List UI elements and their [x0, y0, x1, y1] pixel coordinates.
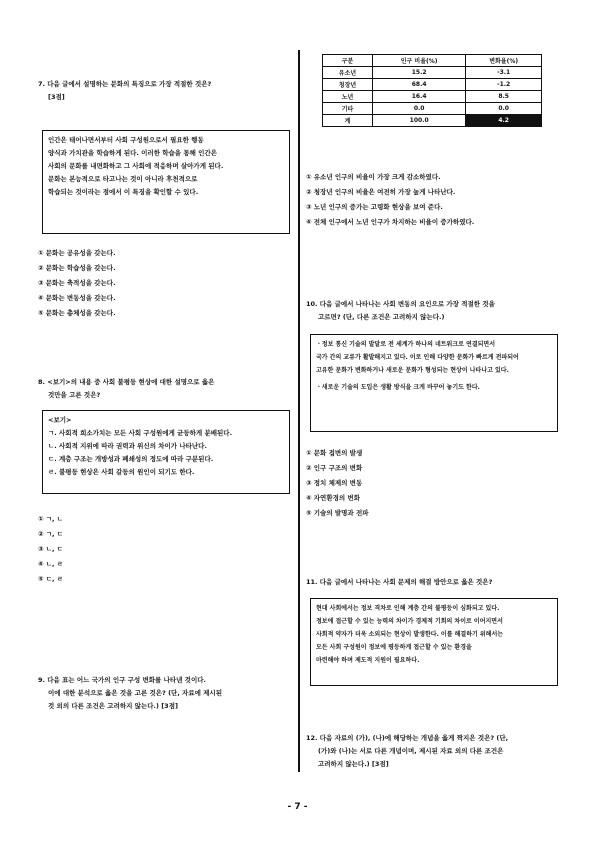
choice[interactable]: ④ ㄴ, ㄹ [38, 560, 64, 568]
choice[interactable]: ① 유소년 인구의 비율이 가장 크게 감소하였다. [306, 173, 441, 181]
choice[interactable]: ① ㄱ, ㄴ [38, 515, 64, 523]
table-row: 청장년 68.4 -1.2 [323, 79, 542, 91]
table-header-cell: 인구 비율(%) [373, 55, 466, 67]
question-number: 10. [306, 300, 318, 308]
question-text: 다음 글에서 나타나는 사회 문제의 해결 방안으로 옳은 것은? [319, 578, 493, 586]
choice[interactable]: ① 문화 접변의 발생 [306, 449, 363, 457]
question-text: 다음 표는 어느 국가의 인구 구성 변화를 나타낸 것이다. [47, 676, 206, 684]
choices-7 [38, 246, 116, 321]
question-text: 다음 글에서 설명하는 문화의 특징으로 가장 적절한 것은? [47, 80, 212, 88]
passage-box-8: <보기> ㄱ. 사회적 희소가치는 모든 사회 구성원에게 균등하게 분배된다. ㄴ. 사회적 지위에 따라 권력과 위신의 차이가 나타난다. ㄷ. 계층 구조는 개방성과 폐쇄성의 정도에 따라 구분된다. ㄹ. 불평등 현상은 사회 갈등의 원인이 되기도 한다. [42, 410, 290, 494]
choices-9 [306, 170, 474, 230]
question-9 [38, 674, 290, 713]
table-header-cell: 변화율(%) [466, 55, 542, 67]
question-number: 8. [38, 378, 45, 386]
choice[interactable]: ② 청장년 인구의 비율은 여전히 가장 높게 나타난다. [306, 188, 456, 196]
question-11 [306, 576, 558, 589]
choice[interactable]: ② 인구 구조의 변화 [306, 464, 363, 472]
question-text: 다음 글에서 나타나는 사회 변동의 요인으로 가장 적절한 것을 [319, 300, 495, 308]
question-number: 12. [306, 734, 318, 742]
choice[interactable]: ④ 전체 인구에서 노년 인구가 차지하는 비율이 증가하였다. [306, 218, 475, 226]
choice[interactable]: ③ 정치 체제의 변동 [306, 479, 363, 487]
table-header-cell: 구분 [323, 55, 373, 67]
choice[interactable]: ④ 문화는 변동성을 갖는다. [38, 294, 116, 302]
choice[interactable]: ③ 노년 인구의 증가는 고령화 현상을 보여 준다. [306, 203, 443, 211]
column-divider [298, 50, 300, 772]
question-text: 고려하지 않는다.) [3점] [318, 760, 389, 768]
table-row: 노년 16.4 8.5 [323, 91, 542, 103]
choices-8 [38, 512, 63, 587]
table-header-row [323, 55, 542, 67]
question-number: 7. [38, 80, 45, 88]
data-table [322, 54, 542, 127]
question-text: 이에 대한 분석으로 옳은 것을 고른 것은? (단, 자료에 제시된 [48, 689, 222, 697]
question-text: 것 외의 다른 조건은 고려하지 않는다.) [3점] [48, 702, 178, 710]
question-text: 고르면? (단, 다른 조건은 고려하지 않는다.) [318, 313, 445, 321]
question-number: 9. [38, 676, 45, 684]
choices-10 [306, 446, 369, 521]
question-8 [38, 376, 290, 402]
question-text: 다음 자료의 (가), (나)에 해당하는 개념을 옳게 짝지은 것은? (단, [319, 734, 509, 742]
question-text: [3점] [48, 93, 65, 101]
question-7 [38, 78, 290, 104]
choice[interactable]: ⑤ 문화는 총체성을 갖는다. [38, 309, 116, 317]
choice[interactable]: ③ 문화는 축적성을 갖는다. [38, 279, 116, 287]
choice[interactable]: ② 문화는 학습성을 갖는다. [38, 264, 116, 272]
choice[interactable]: ① 문화는 공유성을 갖는다. [38, 249, 116, 257]
table-row: 계 100.0 4.2 [323, 115, 542, 127]
question-text: (가)와 (나)는 서로 다른 개념이며, 제시된 자료 외의 다른 조건은 [318, 747, 504, 755]
box-header: <보기> [48, 416, 72, 424]
choice[interactable]: ② ㄱ, ㄷ [38, 530, 64, 538]
passage-box-10: ㆍ정보 통신 기술의 발달로 전 세계가 하나의 네트워크로 연결되면서 국가 간의 교류가 활발해지고 있다. 이로 인해 다양한 문화가 빠르게 전파되어 고유한 문화가 변화하거나 새로운 문화가 형성되는 현상이 나타나고 있다. ㆍ새로운 기술의 도입은 생활 방식을 크게 바꾸어 놓기도 한다. [310, 334, 558, 432]
question-12 [306, 732, 558, 771]
table-row: 유소년 15.2 -3.1 [323, 67, 542, 79]
choice[interactable]: ③ ㄴ, ㄷ [38, 545, 64, 553]
choice[interactable]: ⑤ ㄷ, ㄹ [38, 575, 64, 583]
question-text: <보기>의 내용 중 사회 불평등 현상에 대한 설명으로 옳은 [47, 378, 215, 386]
page-number: - 7 - [287, 802, 308, 812]
choice[interactable]: ⑤ 기술의 발명과 전파 [306, 509, 369, 517]
passage-box-7: 인간은 태어나면서부터 사회 구성원으로서 필요한 행동 양식과 가치관을 학습하게 된다. 이러한 학습을 통해 인간은 사회의 문화를 내면화하고 그 사회에 적응하며 살아가게 된다. 문화는 본능적으로 타고나는 것이 아니라 후천적으로 학습되는 것이라는 점에서 이 특징을 확인할 수 있다. [42, 130, 290, 234]
choice[interactable]: ④ 자연환경의 변화 [306, 494, 360, 502]
table-row: 기타 0.0 0.0 [323, 103, 542, 115]
passage-box-11: 현대 사회에서는 정보 격차로 인해 계층 간의 불평등이 심화되고 있다. 정보에 접근할 수 있는 능력의 차이가 경제적 기회의 차이로 이어지면서 사회적 약자가 더욱 소외되는 현상이 발생한다. 이를 해결하기 위해서는 모든 사회 구성원이 정보에 평등하게 접근할 수 있는 환경을 마련해야 하며 제도적 지원이 필요하다. [310, 598, 558, 686]
question-10 [306, 298, 558, 324]
question-number: 11. [306, 578, 318, 586]
question-text: 것만을 고른 것은? [48, 391, 101, 399]
